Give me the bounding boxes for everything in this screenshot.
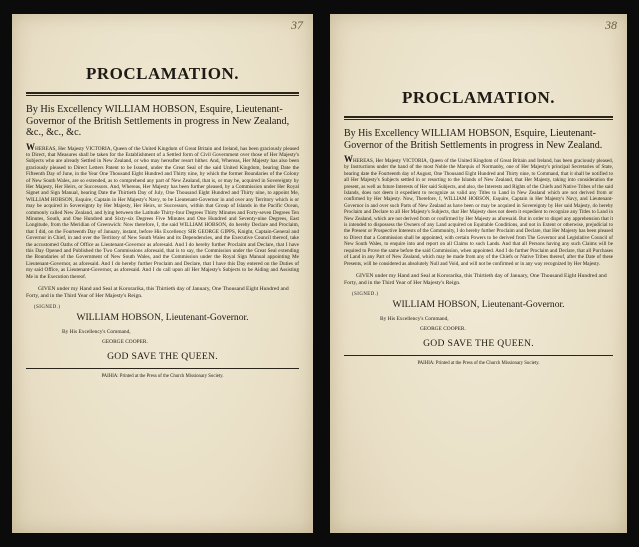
signer-name: WILLIAM HOBSON, Lieutenant-Governor. — [392, 298, 565, 310]
page-title: PROCLAMATION. — [401, 88, 556, 107]
footer-rule — [26, 368, 299, 369]
proclamation-body — [344, 156, 613, 267]
proclamation-subtitle: By His Excellency WILLIAM HOBSON, Esquire, Lieutenant-Governor of the British Settlements in progress in New Zealand. — [344, 128, 603, 151]
proclamation-subtitle: By His Excellency WILLIAM HOBSON, Esquire, Lieutenant-Governor of the British Settlements in progress in New Zealand, &c., &c., &c. — [26, 104, 290, 138]
given-statement: GIVEN under my Hand and Seal at Kororarika, this Thirtieth day of January, One Thousand Eight Hundred and Forty, and in the Third Year of Her Majesty's Reign. — [26, 286, 289, 300]
footer-rule — [344, 355, 613, 356]
signed-label: (SIGNED.) — [352, 291, 379, 297]
drop-cap: W — [26, 141, 35, 152]
command-line: By His Excellency's Command, — [380, 315, 449, 322]
printer-imprint: PAIHIA: Printed at the Press of the Church Missionary Society. — [417, 360, 540, 366]
signed-label: (SIGNED.) — [34, 305, 61, 311]
proclamation-body — [26, 141, 299, 281]
page-title: PROCLAMATION. — [85, 64, 240, 83]
page-number: 37 — [291, 18, 303, 32]
closing-line: GOD SAVE THE QUEEN. — [423, 337, 534, 349]
proclamation-page-left — [12, 14, 313, 533]
given-statement: GIVEN under my Hand and Seal at Kororarika, this Thirtieth day of January, One Thousand Eight Hundred and Forty, and in the Third Year of Her Majesty's Reign. — [344, 272, 607, 286]
title-rule — [344, 116, 613, 120]
body-text: HEREAS, Her Majesty VICTORIA, Queen of the United Kingdom of Great Britain and Ireland, has been graciously pleased to Direct, that Measures shall be taken for the Establishment of a Settled form of Civil Government over those of Her Majesty's Subjects who are already Settled in New Zealand, or who may hereafter resort hither. And, Whereas, Her Majesty has also been graciously pleased to Direct Letters Patent to be Issued, under the Great Seal of the said United Kingdom, bearing Date the Fifteenth Day of June, in the Year One Thousand Eight Hundred and Thirty nine, by which the former Boundaries of the Colony of New South Wales, are so extended, as to comprehend any part of New Zealand, that is, or may be, acquired in Sovereignty by Her Majesty, Her Heirs, or Successors. And, Whereas, Her Majesty has been further pleased, by a Commission under Her Royal Signet and Sign Manual, bearing Date the Thirtieth Day of July, One Thousand Eight Hundred and Thirty nine, to appoint Me, WILLIAM HOBSON, Esquire, Captain in Her Majesty's Navy, to be Lieutenant-Governor in and over any Territory which is or may be acquired in Sovereignty by Her Majesty, Her Heirs, or Successors, within that Group of Islands in the Pacific Ocean, commonly called New Zealand, and lying between the Latitude Thirty-four Degrees Thirty Minutes and Forty-seven Degrees Ten Minutes, South, and One Hundred and Sixty-six Degrees Five Minutes and One Hundred and Seventy-nine Degrees, East Longitude, from the Meridian of Greenwich: Now therefore, I, the said WILLIAM HOBSON, do hereby Declare and Proclaim, that I did, on the Fourteenth Day of January, instant, before His Excellency SIR GEORGE GIPPS, Knight, Captain-General and Governor in Chief, in and over the Territory of New South Wales and its Dependencies, and the Executive Council thereof, take the accustomed Oaths of Office as Lieutenant-Governor as aforesaid. And I do hereby further Proclaim and Declare, that I have this Day Opened and Published the Two Commissions aforesaid, that is to say, the Commission under the Great Seal extending the Boundaries of the Government of New South Wales, and the Commission under the Royal Sign Manual appointing Me Lieutenant-Governor, as aforesaid. And I do hereby further Proclaim and Declare, that I have this Day entered on the Duties of my said Office, as Lieutenant-Governor, as aforesaid. And I do call upon all Her Majesty's Subjects to be Aiding and Assisting Me in the Execution thereof. — [26, 145, 299, 280]
page-number: 38 — [605, 18, 617, 32]
drop-cap: W — [344, 154, 353, 164]
body-text: HEREAS, Her Majesty VICTORIA, Queen of the United Kingdom of Great Britain and Ireland, has been graciously pleased, by Instructions under the hand of the most Noble the Marquis of Normanby, one of Her Majesty's principal Secretaries of State, bearing date the Fourteenth day of August, One Thousand Eight Hundred and Thirty nine, to Command, that it shall be notified to all Her Majesty's Subjects settled in or resorting to the Islands of New Zealand, that Her Majesty, taking into consideration the present, as well as future Interests of Her said Subjects, and also, the Interests and Rights of the Chiefs and Native Tribes of the said Islands, does not deem it expedient to recognize as valid any Titles to Land in New Zealand which are not derived from or confirmed by Her Majesty. Now, Therefore, I, WILLIAM HOBSON, Esquire, Captain in Her Majesty's Navy, and Lieutenant-Governor in and over such Parts of New Zealand as have been or may be acquired in Sovereignty by Her said Majesty, do hereby Proclaim and Declare to all Her Majesty's Subjects, that Her Majesty does not deem it expedient to recognize any Titles to Land in New Zealand, which are not derived from or confirmed by Her Majesty as aforesaid. But in order to dispel any apprehension that it is intended to dispossess the Owners of any Land acquired on Equitable Conditions, and not in Extent or otherwise, prejudicial to the Present or Prospective Interests of the Community, I do hereby further Proclaim and Declare, that Her Majesty has been pleased to Direct that a Commission shall be appointed, with certain Powers to be derived from The Governor and Legislative Council of New South Wales, to enquire into and report on all Claims to such Lands. And that all Persons having any such Claims will be required to Prove the same before the said Commission, when appointed. And I do further Proclaim and Declare, that all Purchases of Land in any Part of New Zealand, which may be made from any of the Chiefs or Native Tribes thereof, after the Date of these Presents, will be considered as absolutely Null and Void, and will not be confirmed or in any way recognized by Her Majesty. — [344, 158, 613, 267]
command-line: By His Excellency's Command, — [62, 329, 131, 336]
signer-name: WILLIAM HOBSON, Lieutenant-Governor. — [76, 312, 249, 324]
secretary-name: GEORGE COOPER. — [420, 325, 466, 332]
printer-imprint: PAIHIA: Printed at the Press of the Church Missionary Society. — [101, 374, 224, 380]
proclamation-page-right — [330, 14, 627, 533]
title-rule — [26, 92, 299, 96]
secretary-name: GEORGE COOPER. — [102, 339, 148, 346]
closing-line: GOD SAVE THE QUEEN. — [107, 351, 218, 363]
